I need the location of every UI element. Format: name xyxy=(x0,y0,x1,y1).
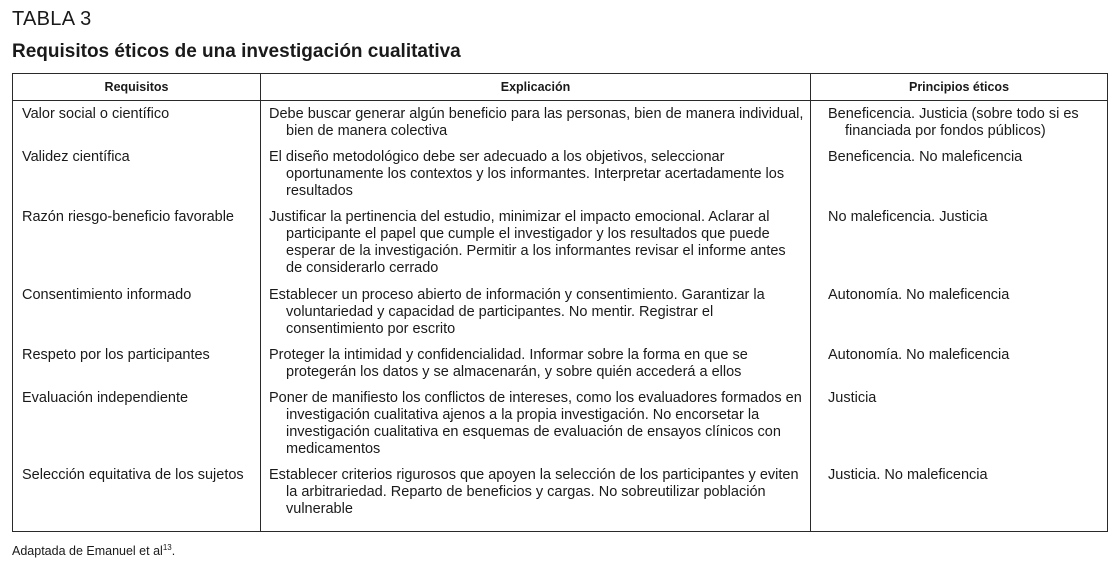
footnote-reference: 13 xyxy=(162,543,172,552)
table-row xyxy=(13,342,1108,385)
principios-cell: Justicia xyxy=(828,389,877,406)
table-row xyxy=(13,144,1108,204)
requisito-cell: Evaluación independiente xyxy=(22,389,189,406)
explicacion-cell: Debe buscar generar algún beneficio para las personas, bien de manera individual, bien de manera colectiva xyxy=(269,106,804,140)
explicacion-cell: Poner de manifiesto los conflictos de intereses, como los evaluadores formados en investigación cualitativa ajenos a la propia investigación. No encorsetar la investigación cualitativa en esquemas de evaluación de ensayos clínicos con medicamentos xyxy=(269,389,802,458)
principios-cell: Beneficencia. Justicia (sobre todo si es financiada por fondos públicos) xyxy=(828,106,1079,140)
requisito-cell: Valor social o científico xyxy=(22,106,170,122)
footnote-end: . xyxy=(171,544,176,558)
table-label: TABLA 3 xyxy=(12,8,92,30)
requisito-cell: Consentimiento informado xyxy=(22,286,192,303)
table-row xyxy=(13,385,1108,462)
explicacion-cell: Justificar la pertinencia del estudio, minimizar el impacto emocional. Aclarar al participante el papel que cumple el investigador y los resultados que puede esperar de la investigación. Permitir a los informantes revisar el informe antes de considerarlo cerrado xyxy=(269,208,786,277)
table-header-row xyxy=(13,74,1108,101)
table-row xyxy=(13,204,1108,282)
requirements-table xyxy=(12,73,1108,532)
requisito-cell: Respeto por los participantes xyxy=(22,346,210,363)
table-row xyxy=(13,101,1108,144)
requisito-cell: Razón riesgo-beneficio favorable xyxy=(22,208,234,225)
explicacion-cell: Establecer criterios rigurosos que apoyen la selección de los participantes y eviten la arbitrariedad. Reparto de beneficios y cargas. No sobreutilizar población vulnerable xyxy=(269,466,799,518)
principios-cell: No maleficencia. Justicia xyxy=(828,208,988,225)
explicacion-cell: Establecer un proceso abierto de información y consentimiento. Garantizar la voluntariedad y capacidad de participantes. No mentir. Registrar el consentimiento por escrito xyxy=(269,286,765,338)
requisito-cell: Validez científica xyxy=(22,148,130,165)
source-footnote xyxy=(12,543,175,558)
header-explicacion: Explicación xyxy=(261,74,811,101)
principios-cell: Autonomía. No maleficencia xyxy=(828,346,1010,363)
table-row xyxy=(13,462,1108,532)
principios-cell: Autonomía. No maleficencia xyxy=(828,286,1010,303)
table-row xyxy=(13,282,1108,342)
explicacion-cell: El diseño metodológico debe ser adecuado a los objetivos, seleccionar oportunamente los contextos y los informantes. Interpretar acertadamente los resultados xyxy=(269,148,785,200)
explicacion-cell: Proteger la intimidad y confidencialidad. Informar sobre la forma en que se protegerán los datos y se almacenarán, y sobre quién accederá a ellos xyxy=(269,346,748,380)
principios-cell: Beneficencia. No maleficencia xyxy=(828,148,1023,165)
principios-cell: Justicia. No maleficencia xyxy=(828,466,988,483)
table-title: Requisitos éticos de una investigación cualitativa xyxy=(12,41,461,62)
footnote-text: Adaptada de Emanuel et al xyxy=(12,544,163,558)
header-requisitos: Requisitos xyxy=(13,74,261,101)
header-principios: Principios éticos xyxy=(811,74,1108,101)
requisito-cell: Selección equitativa de los sujetos xyxy=(22,466,244,483)
